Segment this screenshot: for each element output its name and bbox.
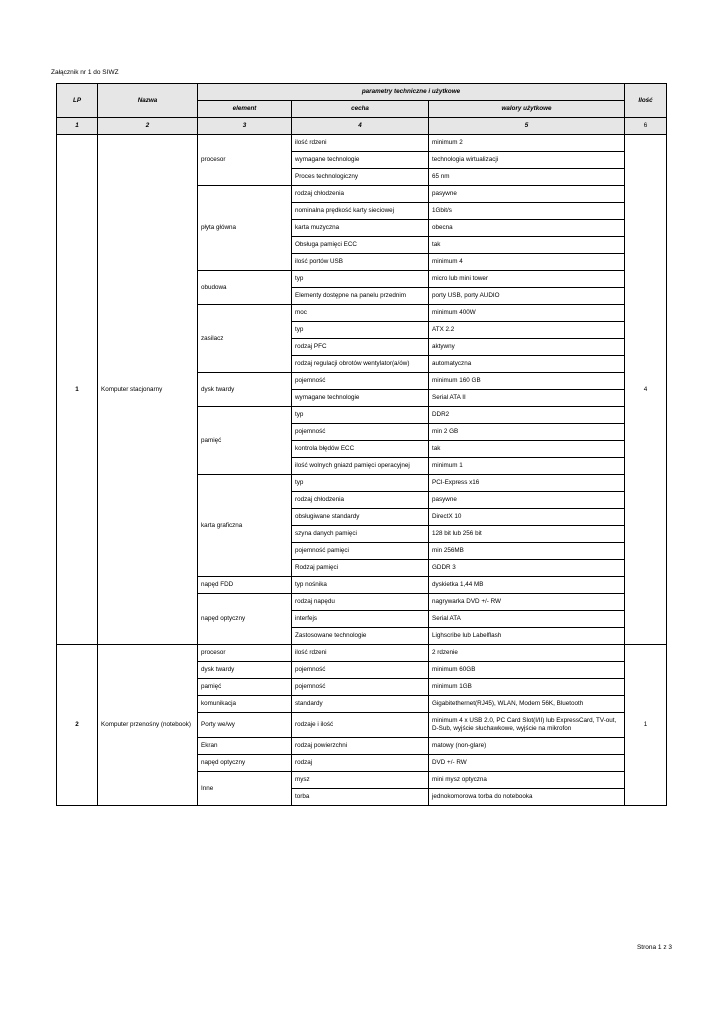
walory-cell: DDR2	[429, 407, 625, 424]
cecha-cell: rodzaje i ilość	[292, 713, 429, 738]
specification-table	[56, 83, 667, 806]
walory-cell: 2 rdzenie	[429, 645, 625, 662]
cecha-cell: typ nośnika	[292, 577, 429, 594]
walory-cell: minimum 400W	[429, 305, 625, 322]
cecha-cell: typ	[292, 271, 429, 288]
walory-cell: minimum 4	[429, 254, 625, 271]
item-name: Komputer stacjonarny	[98, 135, 198, 645]
cecha-cell: Zastosowane technologie	[292, 628, 429, 645]
walory-cell: PCI-Express x16	[429, 475, 625, 492]
element-cell: pamięć	[198, 679, 292, 696]
element-cell: procesor	[198, 645, 292, 662]
element-cell: komunikacja	[198, 696, 292, 713]
header-row-top	[57, 84, 667, 101]
item-name: Komputer przenośny (notebook)	[98, 645, 198, 806]
element-cell: Porty we/wy	[198, 713, 292, 738]
cecha-cell: pojemność pamięci	[292, 543, 429, 560]
cecha-cell: Obsługa pamięci ECC	[292, 237, 429, 254]
walory-cell: aktywny	[429, 339, 625, 356]
walory-cell: jednokomorowa torba do notebooka	[429, 789, 625, 806]
element-cell: dysk twardy	[198, 662, 292, 679]
specification-body	[57, 135, 667, 806]
element-cell: Ekran	[198, 738, 292, 755]
walory-cell: Lighscribe lub Labelflash	[429, 628, 625, 645]
walory-cell: minimum 4 x USB 2.0, PC Card Slot(I/II) lub ExpressCard, TV-out, D-Sub, wyjście słuchawkowe, wyjście na mikrofon	[429, 713, 625, 738]
header-lp: LP	[57, 84, 98, 118]
cecha-cell: ilość rdzeni	[292, 135, 429, 152]
cecha-cell: Rodzaj pamięci	[292, 560, 429, 577]
cecha-cell: rodzaj powierzchni	[292, 738, 429, 755]
cecha-cell: rodzaj PFC	[292, 339, 429, 356]
header-cecha: cecha	[292, 101, 429, 118]
cecha-cell: wymagane technologie	[292, 152, 429, 169]
column-number-row	[57, 118, 667, 135]
cecha-cell: pojemność	[292, 662, 429, 679]
element-cell: dysk twardy	[198, 373, 292, 407]
item-lp: 1	[57, 135, 98, 645]
walory-cell: DirectX 10	[429, 509, 625, 526]
walory-cell: Gigabitethernet(RJ45), WLAN, Modem 56K, Bluetooth	[429, 696, 625, 713]
cecha-cell: typ	[292, 407, 429, 424]
column-number: 5	[429, 118, 625, 135]
cecha-cell: pojemność	[292, 679, 429, 696]
column-number: 6	[625, 118, 667, 135]
page-number: Strona 1 z 3	[636, 944, 672, 951]
walory-cell: GDDR 3	[429, 560, 625, 577]
walory-cell: minimum 1GB	[429, 679, 625, 696]
walory-cell: nagrywarka DVD +/- RW	[429, 594, 625, 611]
cecha-cell: Elementy dostępne na panelu przednim	[292, 288, 429, 305]
cecha-cell: typ	[292, 475, 429, 492]
cecha-cell: typ	[292, 322, 429, 339]
element-cell: płyta główna	[198, 186, 292, 271]
walory-cell: micro lub mini tower	[429, 271, 625, 288]
header-nazwa: Nazwa	[98, 84, 198, 118]
cecha-cell: moc	[292, 305, 429, 322]
element-cell: Inne	[198, 772, 292, 806]
cecha-cell: standardy	[292, 696, 429, 713]
column-number: 2	[98, 118, 198, 135]
walory-cell: minimum 160 GB	[429, 373, 625, 390]
element-cell: karta graficzna	[198, 475, 292, 577]
cecha-cell: rodzaj napędu	[292, 594, 429, 611]
walory-cell: technologia wirtualizacji	[429, 152, 625, 169]
walory-cell: tak	[429, 237, 625, 254]
walory-cell: dyskietka 1,44 MB	[429, 577, 625, 594]
walory-cell: matowy (non-glare)	[429, 738, 625, 755]
cecha-cell: rodzaj chłodzenia	[292, 492, 429, 509]
table-row	[57, 135, 667, 152]
cecha-cell: kontrola błędów ECC	[292, 441, 429, 458]
cecha-cell: pojemność	[292, 424, 429, 441]
walory-cell: mini mysz optyczna	[429, 772, 625, 789]
cecha-cell: rodzaj chłodzenia	[292, 186, 429, 203]
element-cell: pamięć	[198, 407, 292, 475]
item-lp: 2	[57, 645, 98, 806]
column-number: 1	[57, 118, 98, 135]
walory-cell: minimum 1	[429, 458, 625, 475]
walory-cell: 1Gbit/s	[429, 203, 625, 220]
walory-cell: Serial ATA	[429, 611, 625, 628]
walory-cell: Serial ATA II	[429, 390, 625, 407]
walory-cell: obecna	[429, 220, 625, 237]
header-ilosc: Ilość	[625, 84, 667, 118]
walory-cell: 128 bit lub 256 bit	[429, 526, 625, 543]
walory-cell: ATX 2.2	[429, 322, 625, 339]
element-cell: procesor	[198, 135, 292, 186]
element-cell: napęd optyczny	[198, 755, 292, 772]
annex-label: Załącznik nr 1 do SIWZ	[51, 69, 119, 76]
item-qty: 4	[625, 135, 667, 645]
element-cell: napęd optyczny	[198, 594, 292, 645]
cecha-cell: ilość rdzeni	[292, 645, 429, 662]
column-number: 3	[198, 118, 292, 135]
element-cell: napęd FDD	[198, 577, 292, 594]
walory-cell: porty USB, porty AUDIO	[429, 288, 625, 305]
walory-cell: DVD +/- RW	[429, 755, 625, 772]
cecha-cell: karta muzyczna	[292, 220, 429, 237]
walory-cell: pasywne	[429, 492, 625, 509]
walory-cell: tak	[429, 441, 625, 458]
cecha-cell: pojemność	[292, 373, 429, 390]
walory-cell: min 256MB	[429, 543, 625, 560]
walory-cell: 65 nm	[429, 169, 625, 186]
column-number: 4	[292, 118, 429, 135]
walory-cell: min 2 GB	[429, 424, 625, 441]
element-cell: zasilacz	[198, 305, 292, 373]
cecha-cell: ilość wolnych gniazd pamięci operacyjnej	[292, 458, 429, 475]
header-walory: walory użytkowe	[429, 101, 625, 118]
cecha-cell: torba	[292, 789, 429, 806]
walory-cell: minimum 2	[429, 135, 625, 152]
table-row	[57, 645, 667, 662]
header-params: parametry techniczne i użytkowe	[198, 84, 625, 101]
cecha-cell: obsługiwane standardy	[292, 509, 429, 526]
cecha-cell: Proces technologiczny	[292, 169, 429, 186]
cecha-cell: szyna danych pamięci	[292, 526, 429, 543]
cecha-cell: rodzaj regulacji obrotów wentylator(a/ów)	[292, 356, 429, 373]
header-element: element	[198, 101, 292, 118]
walory-cell: automatyczna	[429, 356, 625, 373]
item-qty: 1	[625, 645, 667, 806]
cecha-cell: nominalna prędkość karty sieciowej	[292, 203, 429, 220]
cecha-cell: rodzaj	[292, 755, 429, 772]
cecha-cell: ilość portów USB	[292, 254, 429, 271]
walory-cell: pasywne	[429, 186, 625, 203]
cecha-cell: interfejs	[292, 611, 429, 628]
cecha-cell: wymagane technologie	[292, 390, 429, 407]
element-cell: obudowa	[198, 271, 292, 305]
walory-cell: minimum 60GB	[429, 662, 625, 679]
cecha-cell: mysz	[292, 772, 429, 789]
